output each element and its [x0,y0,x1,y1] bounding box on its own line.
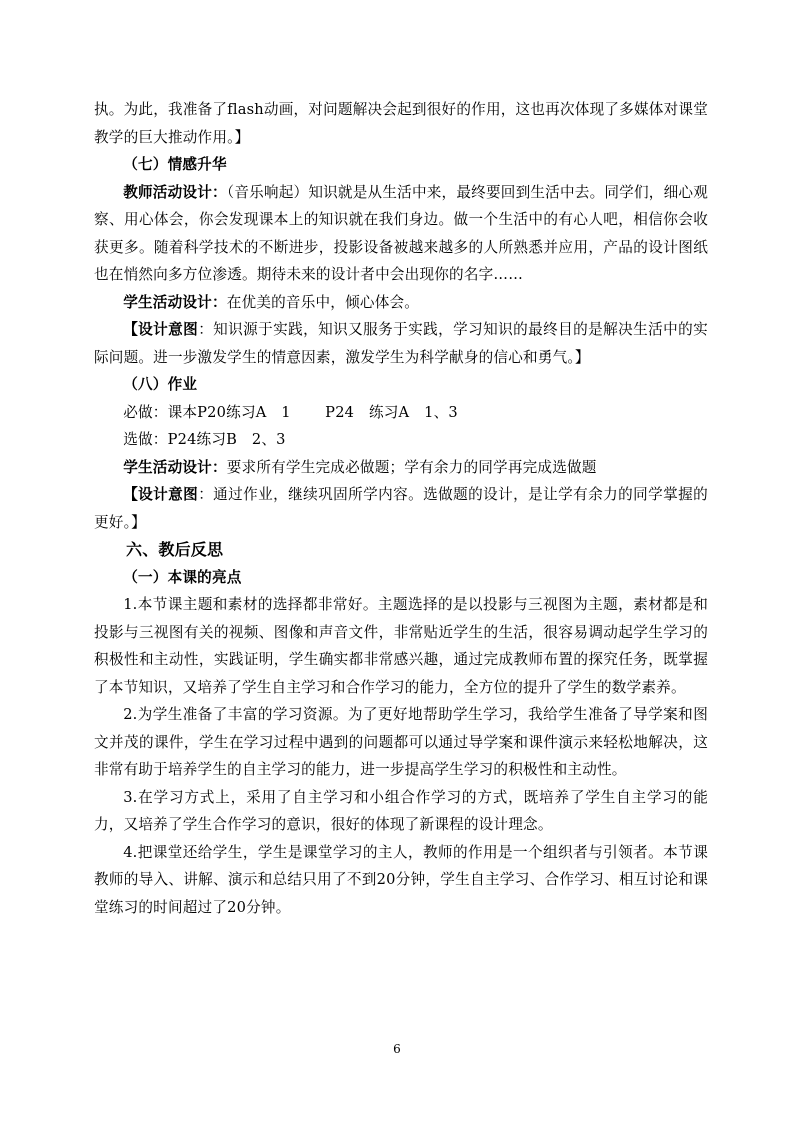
design-intent-paragraph-2 [94,481,708,536]
document-body [94,96,708,921]
student-activity-label: 学生活动设计： [123,293,227,311]
teacher-activity-label: 教师活动设计： [123,183,227,201]
student-activity-paragraph-2 [94,454,708,482]
homework-optional: 选做：P24练习B 2、3 [123,431,286,448]
part-heading-6: 六、教后反思 [126,540,224,559]
design-intent-label-2: 【设计意图 [123,486,199,503]
student-activity-text: 在优美的音乐中，倾心体会。 [226,293,420,311]
section-heading-8: （八）作业 [123,376,198,393]
design-intent-text-2: ：通过作业，继续巩固所学内容。选做题的设计，是让学有余力的同学掌握的更好。】 [94,486,708,531]
design-intent-text: ：知识源于实践，知识又服务于实践，学习知识的最终目的是解决生活中的实际问题。进一步激发学生的情意因素，激发学生为科学献身的信心和勇气。】 [94,321,708,366]
teacher-activity-paragraph [94,179,708,289]
teacher-activity-text: （音乐响起）知识就是从生活中来，最终要回到生活中去。同学们，细心观察、用心体会，你会发现课本上的知识就在我们身边。做一个生活中的有心人吧，相信你会收获更多。随着科学技术的不断进步，投影设备被越来越多的人所熟悉并应用，产品的设计图纸也在悄然向多方位渗透。期待未来的设计者中会出现你的名字…… [94,183,708,283]
design-intent-paragraph [94,316,708,371]
student-activity-text-2: 要求所有学生完成必做题；学有余力的同学再完成选做题 [226,458,597,476]
design-intent-label: 【设计意图 [123,321,199,338]
paragraph-continuation: 执。为此，我准备了flash动画，对问题解决会起到很好的作用，这也再次体现了多媒体对课堂教学的巨大推动作用。】 [94,101,708,146]
subsection-heading-highlights: （一）本课的亮点 [123,568,242,586]
highlight-item-3: 3.在学习方式上，采用了自主学习和小组合作学习的方式，既培养了学生自主学习的能力，又培养了学生合作学习的意识，很好的体现了新课程的设计理念。 [94,788,708,833]
homework-required: 必做：课本P20练习A 1 P24 练习A 1、3 [123,403,458,421]
highlight-item-1: 1.本节课主题和素材的选择都非常好。主题选择的是以投影与三视图为主题，素材都是和投影与三视图有关的视频、图像和声音文件，非常贴近学生的生活，很容易调动起学生学习的积极性和主动性，实践证明，学生确实都非常感兴趣，通过完成教师布置的探究任务，既掌握了本节知识，又培养了学生自主学习和合作学习的能力，全方位的提升了学生的数学素养。 [94,596,708,696]
page-number: 6 [393,1042,401,1056]
highlight-item-4: 4.把课堂还给学生，学生是课堂学习的主人，教师的作用是一个组织者与引领者。本节课教师的导入、讲解、演示和总结只用了不到20分钟，学生自主学习、合作学习、相互讨论和课堂练习的时间超过了20分钟。 [94,843,708,916]
student-activity-paragraph [94,289,708,317]
section-heading-7: （七）情感升华 [123,156,227,173]
highlight-item-2: 2.为学生准备了丰富的学习资源。为了更好地帮助学生学习，我给学生准备了导学案和图文并茂的课件，学生在学习过程中遇到的问题都可以通过导学案和课件演示来轻松地解决，这非常有助于培养学生的自主学习的能力，进一步提高学生学习的积极性和主动性。 [94,706,708,778]
student-activity-label-2: 学生活动设计： [123,458,227,476]
